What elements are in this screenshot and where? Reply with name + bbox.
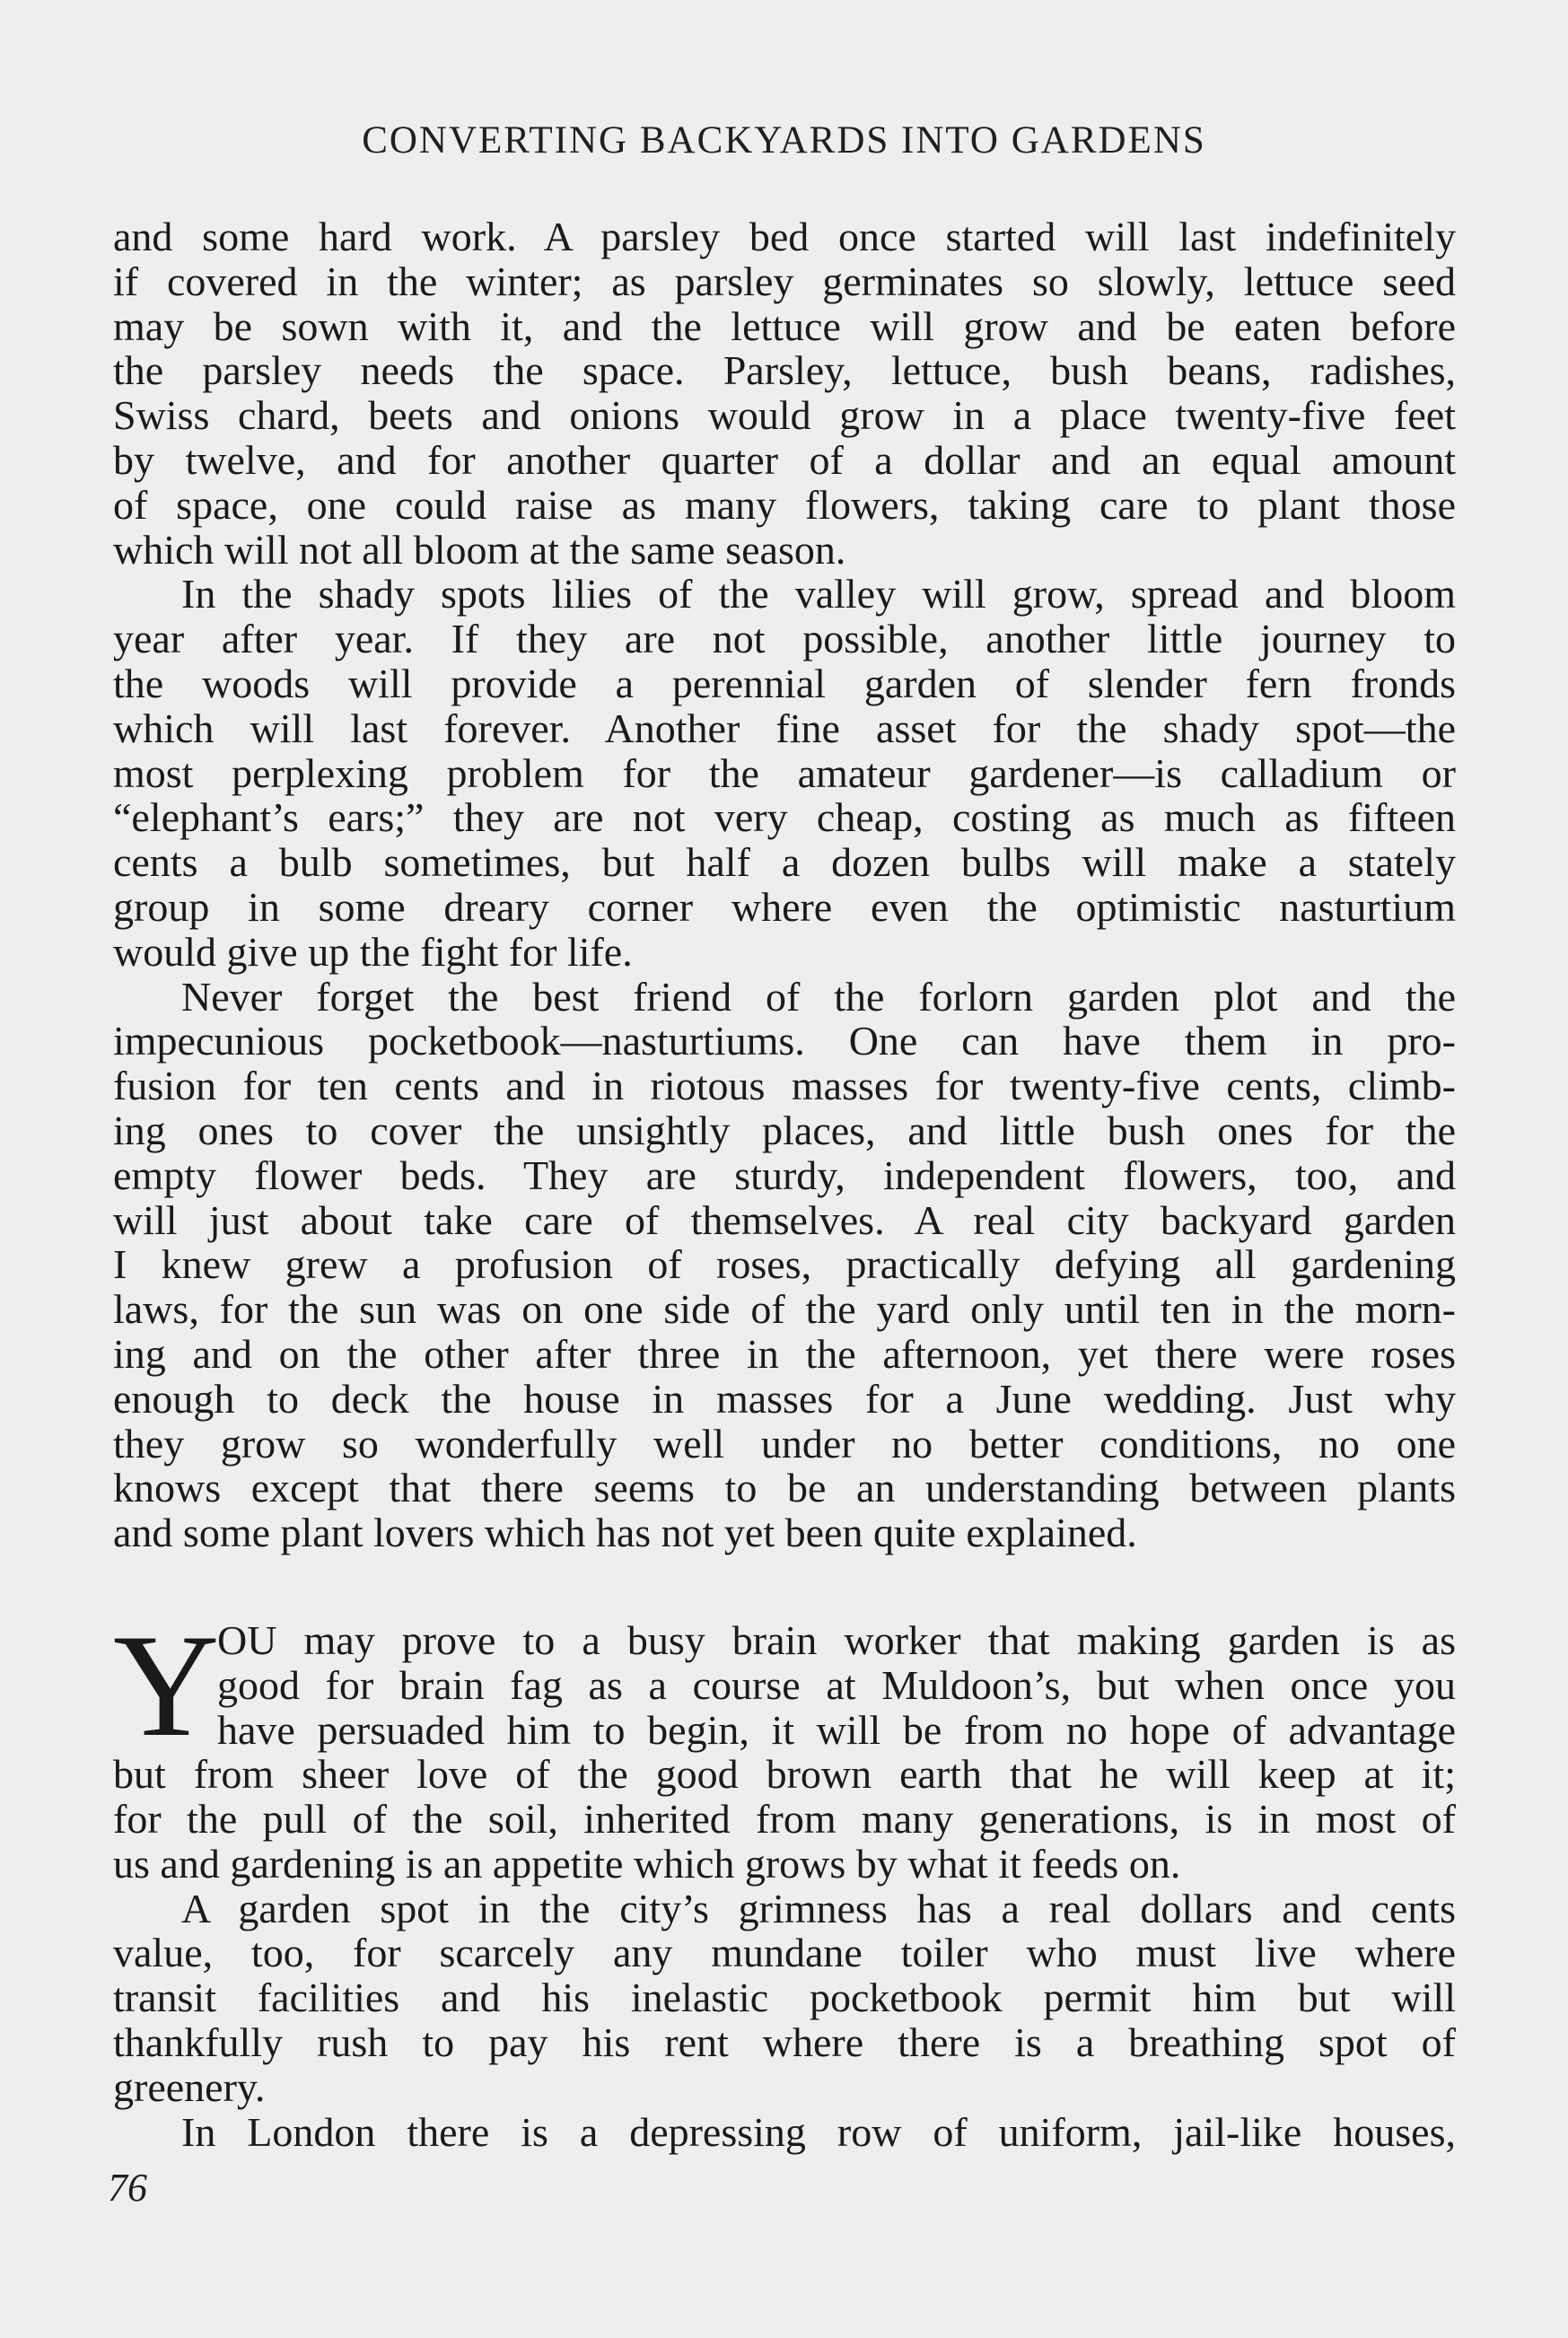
text-line: “elephant’s ears;” they are not very cheap, costing as much as fifteen	[113, 794, 1456, 841]
text-line: may be sown with it, and the lettuce will grow and be eaten before	[113, 302, 1456, 349]
text-line: but from sheer love of the good brown earth that he will keep at it;	[113, 1751, 1456, 1798]
text-line: and some hard work. A parsley bed once started will last indefinitely	[113, 214, 1456, 259]
text-line: and some plant lovers which has not yet been quite explained.	[113, 1510, 1137, 1556]
text-line: year after year. If they are not possible, another little journey to	[113, 616, 1456, 662]
text-line: In the shady spots lilies of the valley will grow, spread and bloom	[181, 571, 1456, 617]
text-line: if covered in the winter; as parsley germinates so slowly, lettuce seed	[113, 258, 1456, 304]
text-line: knows except that there seems to be an understanding between plants	[113, 1465, 1456, 1511]
text-line: good for brain fag as a course at Muldoon’s, but when once you	[217, 1661, 1456, 1708]
text-line: would give up the fight for life.	[113, 928, 633, 975]
paragraph-5	[113, 1887, 1456, 2110]
text-line: have persuaded him to begin, it will be from no hope of advantage	[217, 1706, 1456, 1753]
paragraph-4	[113, 1604, 1456, 1887]
text-line: thankfully rush to pay his rent where there is a breathing spot of	[113, 2019, 1456, 2066]
text-line: of space, one could raise as many flowers, taking care to plant those	[113, 481, 1456, 528]
text-line: which will not all bloom at the same season.	[113, 526, 846, 573]
text-line: will just about take care of themselves. A real city backyard garden	[113, 1196, 1456, 1243]
text-line: A garden spot in the city’s grimness has a real dollars and cents	[181, 1885, 1456, 1931]
text-line: Swiss chard, beets and onions would grow in a place twenty-five feet	[113, 392, 1456, 439]
page-number: 76	[108, 2166, 147, 2210]
text-line: greenery.	[113, 2063, 266, 2110]
text-line: which will last forever. Another fine asset for the shady spot—the	[113, 705, 1456, 751]
text-line: transit facilities and his inelastic pocketbook permit him but will	[113, 1975, 1456, 2021]
text-line: the woods will provide a perennial garden of slender fern fronds	[113, 660, 1456, 706]
paragraph-6	[113, 2110, 1456, 2155]
text-line: fusion for ten cents and in riotous masses for twenty-five cents, climb-	[113, 1063, 1456, 1109]
text-line: ing and on the other after three in the afternoon, yet there were roses	[113, 1330, 1456, 1377]
text-line: they grow so wonderfully well under no better conditions, no one	[113, 1420, 1456, 1467]
text-line: In London there is a depressing row of uniform, jail-like houses,	[181, 2108, 1456, 2155]
body-text	[113, 215, 1456, 2154]
text-line: by twelve, and for another quarter of a dollar and an equal amount	[113, 436, 1456, 483]
text-line: Never forget the best friend of the forlorn garden plot and the	[181, 973, 1456, 1020]
running-head: CONVERTING BACKYARDS INTO GARDENS	[362, 119, 1206, 162]
text-line: the parsley needs the space. Parsley, lettuce, bush beans, radishes,	[113, 347, 1456, 394]
text-line: most perplexing problem for the amateur gardener—is calladium or	[113, 749, 1456, 796]
text-line: for the pull of the soil, inherited from many generations, is in most of	[113, 1796, 1456, 1843]
text-line: impecunious pocketbook—nasturtiums. One can have them in pro-	[113, 1018, 1456, 1064]
text-line: enough to deck the house in masses for a June wedding. Just why	[113, 1375, 1456, 1422]
section-break	[113, 1555, 1456, 1618]
text-line: laws, for the sun was on one side of the yard only until ten in the morn-	[113, 1286, 1456, 1333]
text-line: group in some dreary corner where even the optimistic nasturtium	[113, 883, 1456, 930]
paragraph-2	[113, 572, 1456, 974]
paragraph-3	[113, 975, 1456, 1555]
text-line: cents a bulb sometimes, but half a dozen bulbs will make a stately	[113, 839, 1456, 886]
text-line: us and gardening is an appetite which grows by what it feeds on.	[113, 1840, 1181, 1887]
text-line: value, too, for scarcely any mundane toiler who must live where	[113, 1930, 1456, 1976]
text-line: OU may prove to a busy brain worker that making garden is as	[217, 1616, 1456, 1663]
paragraph-1	[113, 215, 1456, 572]
drop-cap: Y	[113, 1604, 220, 1767]
text-line: I knew grew a profusion of roses, practically defying all gardening	[113, 1241, 1456, 1288]
text-line: empty flower beds. They are sturdy, independent flowers, too, and	[113, 1151, 1456, 1198]
text-line: ing ones to cover the unsightly places, and little bush ones for the	[113, 1107, 1456, 1153]
